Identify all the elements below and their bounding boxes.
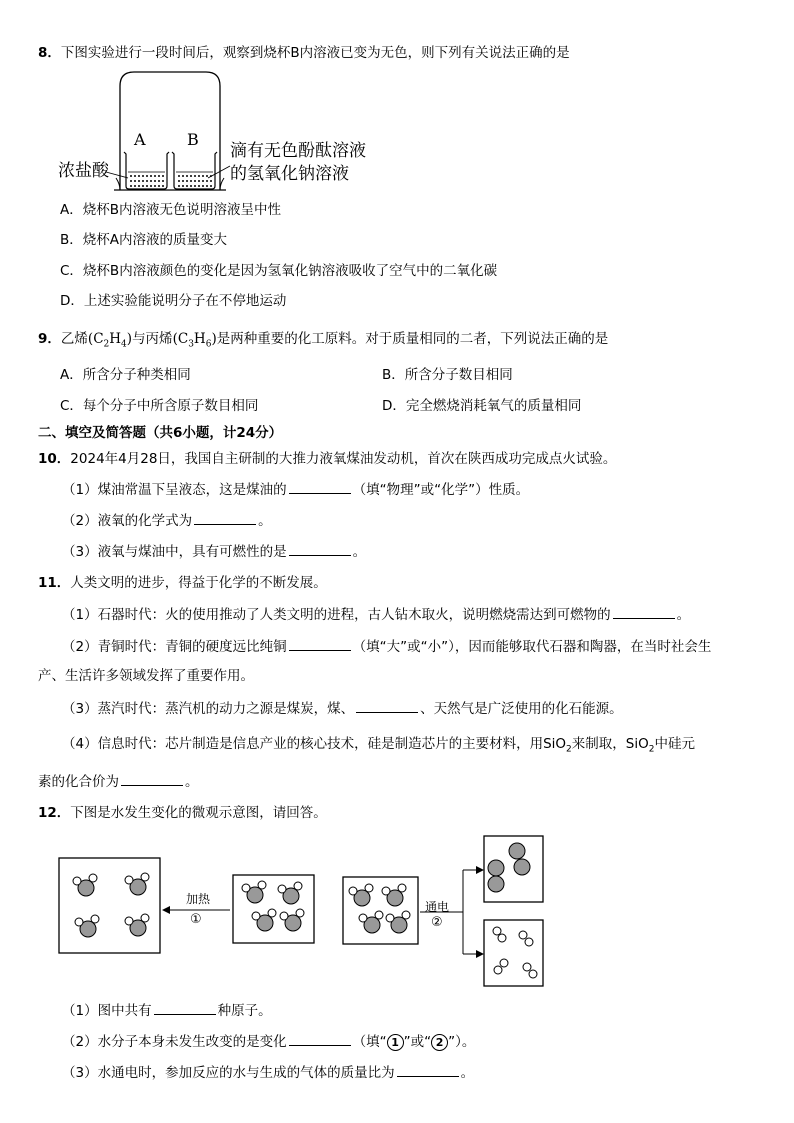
answer-blank[interactable] (289, 543, 351, 556)
sio2-formula: SiO$_2$ (625, 736, 655, 755)
q8-option-c: C．烧杯B内溶液颜色的变化是因为氢氧化钠溶液吸收了空气中的二氧化碳 (60, 263, 498, 279)
answer-blank[interactable] (356, 700, 418, 713)
phenolphthalein-label-2: 的氢氧化钠溶液 (230, 164, 349, 184)
q12-sub2: （2）水分子本身未发生改变的是变化 （填“ 1 ”或“ 2 ”）。 (62, 1034, 476, 1050)
answer-blank[interactable] (289, 1033, 351, 1046)
q11-stem-line (38, 574, 327, 592)
beaker-a-label: A (134, 130, 146, 149)
answer-blank[interactable] (613, 606, 675, 619)
q9-option-a: A．所含分子种类相同 (60, 367, 191, 383)
q10-stem: 2024年4月28日，我国自主研制的大推力液氧煤油发动机，首次在陕西成功完成点火试验。 (70, 451, 617, 467)
conc-hcl-label: 浓盐酸 (58, 161, 109, 181)
q9-pre: 乙烯 (60, 331, 88, 347)
answer-blank[interactable] (121, 773, 183, 786)
arrow-electrolysis-label: 通电 (425, 900, 450, 914)
arrow-heating-number: ① (190, 912, 202, 927)
q9-mid: 与丙烯 (132, 331, 173, 347)
q8-option-b: B．烧杯A内溶液的质量变大 (60, 232, 227, 248)
beaker-b-label: B (187, 130, 199, 149)
q9-option-b: B．所含分子数目相同 (382, 367, 513, 383)
q12-stem: 下图是水发生变化的微观示意图，请回答。 (70, 805, 327, 821)
q11-sub4: （4）信息时代：芯片制造是信息产业的核心技术，硅是制造芯片的主要材料，用SiO$_2$来制取，SiO$_2$中硅元 (62, 736, 695, 755)
q8-number: 8． (38, 45, 61, 61)
q10-number: 10． (38, 451, 71, 467)
q11-sub1: （1）石器时代：火的使用推动了人类文明的进程，古人钻木取火，说明燃烧需达到可燃物的 。 (62, 607, 691, 623)
circled-number-1: 1 (387, 1034, 404, 1051)
water-molecular-diagram (58, 832, 548, 992)
answer-blank[interactable] (289, 481, 351, 494)
answer-blank[interactable] (289, 638, 351, 651)
circled-number-2: 2 (431, 1034, 448, 1051)
answer-blank[interactable] (154, 1002, 216, 1015)
phenolphthalein-label-1: 滴有无色酚酞溶液 (230, 141, 366, 161)
q12-sub3: （3）水通电时，参加反应的水与生成的气体的质量比为 。 (62, 1065, 475, 1081)
q9-number: 9． (38, 331, 61, 347)
q9-stem-line (38, 330, 608, 354)
q11-sub2-cont: 产、生活许多领域发挥了重要作用。 (38, 668, 254, 684)
answer-blank[interactable] (397, 1064, 459, 1077)
arrow-heating-label: 加热 (186, 892, 211, 906)
q8-figure (58, 68, 388, 196)
q10-sub1: （1）煤油常温下呈液态，这是煤油的 （填“物理”或“化学”）性质。 (62, 482, 530, 498)
q11-sub3: （3）蒸汽时代：蒸汽机的动力之源是煤炭，煤、 、天然气是广泛使用的化石能源。 (62, 701, 623, 717)
q11-number: 11． (38, 575, 71, 591)
q9-post: 是两种重要的化工原料。对于质量相同的二者，下列说法正确的是 (216, 331, 609, 347)
section-2-title: 二、填空及简答题（共6小题，计24分） (38, 425, 283, 441)
q12-number: 12． (38, 805, 71, 821)
propylene-formula: $(C_3H_6)$ (172, 331, 217, 350)
ethylene-formula: $(C_2H_4)$ (87, 331, 133, 350)
q12-figure (58, 832, 548, 992)
arrow-electrolysis-number: ② (431, 915, 443, 930)
answer-blank[interactable] (194, 512, 256, 525)
q12-sub1: （1）图中共有 种原子。 (62, 1003, 272, 1019)
q10-stem-line (38, 450, 616, 468)
q9-option-c: C．每个分子中所含原子数目相同 (60, 398, 259, 414)
q8-stem: 下图实验进行一段时间后，观察到烧杯B内溶液已变为无色，则下列有关说法正确的是 (60, 45, 570, 61)
q8-option-d: D．上述实验能说明分子在不停地运动 (60, 293, 287, 309)
q12-stem-line (38, 804, 327, 822)
q11-stem: 人类文明的进步，得益于化学的不断发展。 (70, 575, 327, 591)
q10-sub3: （3）液氧与煤油中，具有可燃性的是 。 (62, 544, 367, 560)
q9-option-d: D．完全燃烧消耗氧气的质量相同 (382, 398, 582, 414)
q8-stem-line (38, 44, 570, 62)
q10-sub2: （2）液氧的化学式为 。 (62, 513, 272, 529)
q11-sub2: （2）青铜时代：青铜的硬度远比纯铜 （填“大”或“小”），因而能够取代石器和陶器，在当时社会生 (62, 639, 712, 655)
sio2-formula: SiO$_2$ (543, 736, 572, 755)
q8-option-a: A．烧杯B内溶液无色说明溶液呈中性 (60, 202, 281, 218)
q11-sub4-cont: 素的化合价为 。 (38, 774, 199, 790)
